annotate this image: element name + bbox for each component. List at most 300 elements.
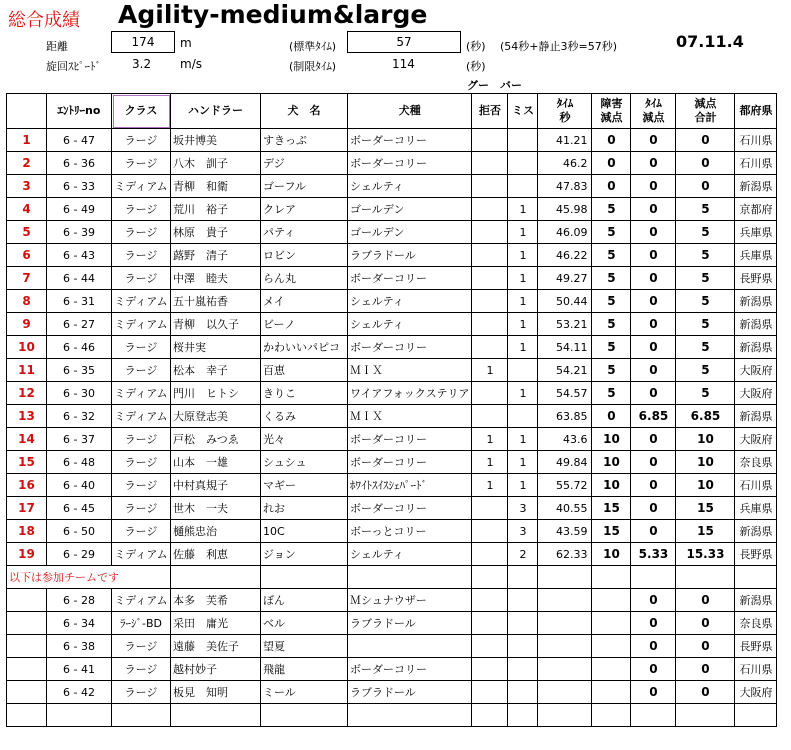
cell-class: ラージ	[112, 129, 171, 152]
empty-cell	[261, 566, 348, 589]
cell-time	[538, 612, 592, 635]
cell-pref: 大阪府	[735, 382, 777, 405]
cell-refusal: 1	[472, 428, 508, 451]
cell-refusal	[472, 681, 508, 704]
cell-entry: 6 - 49	[47, 198, 112, 221]
cell-breed: シェルティ	[348, 290, 472, 313]
cell-refusal	[472, 313, 508, 336]
cell-total	[676, 704, 735, 727]
cell-breed: シェルティ	[348, 175, 472, 198]
table-row	[7, 520, 777, 543]
cell-obs: 5	[592, 198, 631, 221]
cell-pref	[735, 704, 777, 727]
cell-refusal	[472, 405, 508, 428]
cell-pref: 新潟県	[735, 290, 777, 313]
cell-total: 0	[676, 658, 735, 681]
cell-rank: 18	[7, 520, 47, 543]
cell-entry: 6 - 31	[47, 290, 112, 313]
cell-obs	[592, 589, 631, 612]
cell-tpen: 0	[631, 267, 676, 290]
cell-tpen: 0	[631, 244, 676, 267]
cell-entry: 6 - 32	[47, 405, 112, 428]
cell-refusal	[472, 290, 508, 313]
group-label: グー バー	[467, 79, 522, 92]
cell-handler: 中澤 睦夫	[171, 267, 261, 290]
cell-entry: 6 - 45	[47, 497, 112, 520]
cell-total: 0	[676, 681, 735, 704]
cell-refusal	[472, 658, 508, 681]
cell-breed: ワイアフォックステリア	[348, 382, 472, 405]
results-table	[6, 93, 777, 727]
cell-total: 5	[676, 221, 735, 244]
cell-class: ラージ	[112, 359, 171, 382]
table-header-row	[7, 94, 777, 129]
cell-time: 62.33	[538, 543, 592, 566]
cell-obs	[592, 635, 631, 658]
table-row	[7, 359, 777, 382]
cell-time: 46.09	[538, 221, 592, 244]
col-total-penalty-header: 減点 合計	[676, 94, 735, 129]
cell-miss	[508, 359, 538, 382]
cell-pref: 石川県	[735, 658, 777, 681]
cell-breed: ボーダーコリー	[348, 497, 472, 520]
cell-pref: 石川県	[735, 129, 777, 152]
cell-tpen: 0	[631, 198, 676, 221]
cell-total: 5	[676, 382, 735, 405]
cell-time: 49.27	[538, 267, 592, 290]
cell-dog: メイ	[261, 290, 348, 313]
cell-dog: れお	[261, 497, 348, 520]
col-refusal-header: 拒否	[472, 94, 508, 129]
cell-tpen: 0	[631, 152, 676, 175]
table-row	[7, 152, 777, 175]
cell-breed	[348, 635, 472, 658]
cell-refusal	[472, 704, 508, 727]
cell-handler: 中村真規子	[171, 474, 261, 497]
cell-time: 50.44	[538, 290, 592, 313]
cell-rank	[7, 658, 47, 681]
cell-tpen: 0	[631, 336, 676, 359]
cell-rank: 17	[7, 497, 47, 520]
cell-tpen: 0	[631, 635, 676, 658]
cell-miss: 3	[508, 520, 538, 543]
cell-refusal	[472, 520, 508, 543]
cell-total: 15.33	[676, 543, 735, 566]
cell-handler: 林原 貴子	[171, 221, 261, 244]
cell-handler: 越村妙子	[171, 658, 261, 681]
cell-miss	[508, 681, 538, 704]
cell-handler: 大原登志美	[171, 405, 261, 428]
cell-miss	[508, 175, 538, 198]
cell-tpen: 0	[631, 681, 676, 704]
cell-dog: ビーノ	[261, 313, 348, 336]
cell-handler: 戸松 みつゑ	[171, 428, 261, 451]
cell-miss: 1	[508, 221, 538, 244]
cell-time	[538, 635, 592, 658]
cell-entry: 6 - 47	[47, 129, 112, 152]
cell-breed: ＭＩＸ	[348, 359, 472, 382]
cell-obs	[592, 612, 631, 635]
std-time-label: (標準ﾀｲﾑ)	[289, 40, 337, 53]
cell-time: 43.6	[538, 428, 592, 451]
cell-total: 6.85	[676, 405, 735, 428]
cell-handler: 坂井博美	[171, 129, 261, 152]
cell-rank: 5	[7, 221, 47, 244]
table-row	[7, 290, 777, 313]
cell-dog: くるみ	[261, 405, 348, 428]
cell-time	[538, 681, 592, 704]
table-row	[7, 267, 777, 290]
cell-dog: 百恵	[261, 359, 348, 382]
cell-entry: 6 - 28	[47, 589, 112, 612]
page-title: Agility-medium&large	[118, 0, 428, 29]
cell-breed: ボーダーコリー	[348, 451, 472, 474]
cell-rank: 19	[7, 543, 47, 566]
table-row	[7, 543, 777, 566]
cell-obs: 5	[592, 313, 631, 336]
cell-miss	[508, 405, 538, 428]
cell-pref: 新潟県	[735, 405, 777, 428]
cell-breed	[348, 704, 472, 727]
cell-handler: 荒川 裕子	[171, 198, 261, 221]
cell-refusal: 1	[472, 474, 508, 497]
cell-obs	[592, 704, 631, 727]
cell-refusal	[472, 612, 508, 635]
cell-handler: 桜井実	[171, 336, 261, 359]
col-obstacle-penalty-header: 障害 減点	[592, 94, 631, 129]
cell-pref: 長野県	[735, 543, 777, 566]
cell-total: 0	[676, 612, 735, 635]
cell-handler: 八木 訓子	[171, 152, 261, 175]
cell-obs: 10	[592, 474, 631, 497]
cell-obs: 5	[592, 290, 631, 313]
cell-handler	[171, 704, 261, 727]
cell-total: 5	[676, 359, 735, 382]
table-row	[7, 474, 777, 497]
cell-pref: 石川県	[735, 152, 777, 175]
cell-dog: ベル	[261, 612, 348, 635]
cell-miss: 3	[508, 497, 538, 520]
table-row	[7, 336, 777, 359]
cell-total: 0	[676, 152, 735, 175]
cell-breed: ラブラドール	[348, 244, 472, 267]
std-time-note: (54秒+静止3秒=57秒)	[500, 40, 618, 53]
cell-entry: 6 - 41	[47, 658, 112, 681]
cell-handler: 世木 一夫	[171, 497, 261, 520]
cell-class: ラージ	[112, 497, 171, 520]
col-dog-header: 犬 名	[261, 94, 348, 129]
cell-dog: マギー	[261, 474, 348, 497]
cell-handler: 蕗野 清子	[171, 244, 261, 267]
cell-rank: 12	[7, 382, 47, 405]
table-row	[7, 704, 777, 727]
cell-total: 5	[676, 336, 735, 359]
col-class-header: クラス	[112, 94, 171, 129]
cell-breed: ボーダーコリー	[348, 129, 472, 152]
cell-time: 54.57	[538, 382, 592, 405]
table-row	[7, 382, 777, 405]
cell-dog: 飛龍	[261, 658, 348, 681]
cell-time: 55.72	[538, 474, 592, 497]
page-title-jp: 総合成績	[8, 10, 80, 31]
cell-total: 10	[676, 474, 735, 497]
cell-handler: 青柳 以久子	[171, 313, 261, 336]
std-time-unit: (秒)	[466, 40, 486, 53]
cell-refusal	[472, 543, 508, 566]
cell-handler: 五十嵐祐香	[171, 290, 261, 313]
cell-total: 0	[676, 175, 735, 198]
empty-cell	[592, 566, 631, 589]
cell-entry: 6 - 44	[47, 267, 112, 290]
speed-value: 3.2	[132, 57, 152, 71]
cell-tpen: 0	[631, 612, 676, 635]
cell-rank	[7, 635, 47, 658]
cell-class: ラージ	[112, 658, 171, 681]
cell-miss: 1	[508, 267, 538, 290]
cell-class: ラージ	[112, 198, 171, 221]
cell-obs: 0	[592, 152, 631, 175]
cell-miss: 1	[508, 428, 538, 451]
cell-tpen: 5.33	[631, 543, 676, 566]
cell-refusal: 1	[472, 359, 508, 382]
cell-dog: ぼん	[261, 589, 348, 612]
cell-total: 15	[676, 497, 735, 520]
col-time-header: ﾀｲﾑ 秒	[538, 94, 592, 129]
cell-breed: ゴールデン	[348, 198, 472, 221]
cell-time	[538, 704, 592, 727]
col-time-penalty-header: ﾀｲﾑ 減点	[631, 94, 676, 129]
cell-miss	[508, 152, 538, 175]
cell-refusal	[472, 267, 508, 290]
cell-dog: きりこ	[261, 382, 348, 405]
cell-handler: 板見 知明	[171, 681, 261, 704]
table-row	[7, 681, 777, 704]
cell-obs: 5	[592, 244, 631, 267]
cell-total: 5	[676, 290, 735, 313]
cell-class: ラージ	[112, 152, 171, 175]
cell-breed: ボーダーコリー	[348, 428, 472, 451]
cell-handler: 青柳 和衛	[171, 175, 261, 198]
table-row	[7, 612, 777, 635]
cell-total: 10	[676, 428, 735, 451]
cell-handler: 本多 芙希	[171, 589, 261, 612]
cell-tpen: 6.85	[631, 405, 676, 428]
cell-time	[538, 589, 592, 612]
cell-breed: ボーっとコリー	[348, 520, 472, 543]
cell-tpen: 0	[631, 658, 676, 681]
cell-breed: Ｍシュナウザー	[348, 589, 472, 612]
table-row	[7, 244, 777, 267]
cell-pref: 兵庫県	[735, 244, 777, 267]
cell-pref: 奈良県	[735, 612, 777, 635]
cell-obs: 5	[592, 359, 631, 382]
cell-class: ミディアム	[112, 405, 171, 428]
table-row	[7, 405, 777, 428]
cell-class: ミディアム	[112, 175, 171, 198]
cell-dog: クレア	[261, 198, 348, 221]
participation-note: 以下は参加チームです	[7, 566, 171, 589]
cell-class: ラージ	[112, 474, 171, 497]
cell-time: 45.98	[538, 198, 592, 221]
table-row	[7, 175, 777, 198]
cell-pref: 長野県	[735, 635, 777, 658]
cell-pref: 京都府	[735, 198, 777, 221]
cell-entry: 6 - 39	[47, 221, 112, 244]
cell-rank: 3	[7, 175, 47, 198]
cell-dog	[261, 704, 348, 727]
cell-total: 0	[676, 129, 735, 152]
cell-total: 5	[676, 244, 735, 267]
cell-total: 0	[676, 589, 735, 612]
cell-handler: 樋熊忠治	[171, 520, 261, 543]
cell-pref: 大阪府	[735, 359, 777, 382]
cell-breed: ゴールデン	[348, 221, 472, 244]
cell-miss: 2	[508, 543, 538, 566]
cell-time	[538, 658, 592, 681]
cell-rank	[7, 681, 47, 704]
std-time-value: 57	[347, 31, 461, 53]
cell-time: 41.21	[538, 129, 592, 152]
cell-rank: 16	[7, 474, 47, 497]
cell-rank: 4	[7, 198, 47, 221]
col-handler-header: ハンドラー	[171, 94, 261, 129]
cell-refusal	[472, 497, 508, 520]
cell-pref: 大阪府	[735, 681, 777, 704]
empty-cell	[348, 566, 472, 589]
cell-obs: 5	[592, 221, 631, 244]
cell-class: ミディアム	[112, 589, 171, 612]
cell-miss	[508, 612, 538, 635]
cell-handler: 采田 庸光	[171, 612, 261, 635]
limit-time-value: 114	[392, 57, 415, 71]
cell-obs	[592, 681, 631, 704]
empty-cell	[538, 566, 592, 589]
cell-total: 5	[676, 267, 735, 290]
cell-obs: 5	[592, 336, 631, 359]
cell-obs: 15	[592, 497, 631, 520]
cell-class: ラージ	[112, 635, 171, 658]
cell-total: 0	[676, 635, 735, 658]
cell-breed: ボーダーコリー	[348, 267, 472, 290]
cell-tpen: 0	[631, 129, 676, 152]
cell-class: ラージ	[112, 428, 171, 451]
cell-miss: 1	[508, 474, 538, 497]
cell-handler: 松本 幸子	[171, 359, 261, 382]
cell-rank: 8	[7, 290, 47, 313]
cell-class: ラージ	[112, 681, 171, 704]
cell-dog: ゴーフル	[261, 175, 348, 198]
cell-entry: 6 - 36	[47, 152, 112, 175]
cell-dog: シュシュ	[261, 451, 348, 474]
cell-class: ラージ	[112, 244, 171, 267]
empty-cell	[171, 566, 261, 589]
cell-total: 10	[676, 451, 735, 474]
cell-tpen: 0	[631, 313, 676, 336]
cell-total: 15	[676, 520, 735, 543]
cell-breed: ﾎﾜｲﾄｽｲｽｼｪﾊﾟｰﾄﾞ	[348, 474, 472, 497]
cell-refusal	[472, 244, 508, 267]
cell-class: ラージ	[112, 520, 171, 543]
cell-entry: 6 - 43	[47, 244, 112, 267]
cell-obs: 0	[592, 175, 631, 198]
cell-time: 46.2	[538, 152, 592, 175]
cell-miss	[508, 704, 538, 727]
cell-obs: 10	[592, 451, 631, 474]
cell-entry	[47, 704, 112, 727]
cell-total: 5	[676, 313, 735, 336]
empty-cell	[472, 566, 508, 589]
cell-refusal	[472, 152, 508, 175]
cell-entry: 6 - 48	[47, 451, 112, 474]
cell-tpen: 0	[631, 497, 676, 520]
cell-obs	[592, 658, 631, 681]
table-row	[7, 635, 777, 658]
empty-cell	[631, 566, 676, 589]
cell-tpen: 0	[631, 175, 676, 198]
cell-class: ミディアム	[112, 543, 171, 566]
cell-entry: 6 - 30	[47, 382, 112, 405]
cell-class: ラージ	[112, 267, 171, 290]
cell-tpen: 0	[631, 520, 676, 543]
cell-miss	[508, 589, 538, 612]
cell-breed: ラブラドール	[348, 681, 472, 704]
cell-miss: 1	[508, 382, 538, 405]
cell-dog: かわいいパピコ	[261, 336, 348, 359]
cell-refusal	[472, 221, 508, 244]
table-row	[7, 658, 777, 681]
table-row	[7, 428, 777, 451]
cell-dog: ミール	[261, 681, 348, 704]
cell-breed: シェルティ	[348, 313, 472, 336]
cell-entry: 6 - 33	[47, 175, 112, 198]
cell-dog: デジ	[261, 152, 348, 175]
cell-breed: シェルティ	[348, 543, 472, 566]
cell-refusal	[472, 175, 508, 198]
speed-label: 旋回ｽﾋﾟｰﾄﾞ	[46, 60, 101, 73]
limit-time-unit: (秒)	[466, 60, 486, 73]
cell-breed: ＭＩＸ	[348, 405, 472, 428]
cell-refusal	[472, 635, 508, 658]
cell-handler: 山本 一雄	[171, 451, 261, 474]
cell-tpen: 0	[631, 382, 676, 405]
cell-entry: 6 - 46	[47, 336, 112, 359]
cell-rank: 10	[7, 336, 47, 359]
cell-obs: 0	[592, 405, 631, 428]
table-row	[7, 451, 777, 474]
col-miss-header: ミス	[508, 94, 538, 129]
cell-pref: 兵庫県	[735, 497, 777, 520]
cell-handler: 佐藤 利恵	[171, 543, 261, 566]
col-entry-header: ｴﾝﾄﾘｰno	[47, 94, 112, 129]
cell-entry: 6 - 37	[47, 428, 112, 451]
cell-time: 47.83	[538, 175, 592, 198]
cell-class: ミディアム	[112, 382, 171, 405]
cell-dog: すきっぷ	[261, 129, 348, 152]
cell-class: ラージ	[112, 336, 171, 359]
cell-pref: 新潟県	[735, 175, 777, 198]
cell-dog: ロビン	[261, 244, 348, 267]
cell-entry: 6 - 35	[47, 359, 112, 382]
cell-handler: 遠藤 美佐子	[171, 635, 261, 658]
cell-dog: 光々	[261, 428, 348, 451]
cell-class: ラージ	[112, 221, 171, 244]
cell-time: 54.11	[538, 336, 592, 359]
cell-rank	[7, 704, 47, 727]
cell-class	[112, 704, 171, 727]
cell-rank: 14	[7, 428, 47, 451]
cell-obs: 0	[592, 129, 631, 152]
cell-time: 49.84	[538, 451, 592, 474]
